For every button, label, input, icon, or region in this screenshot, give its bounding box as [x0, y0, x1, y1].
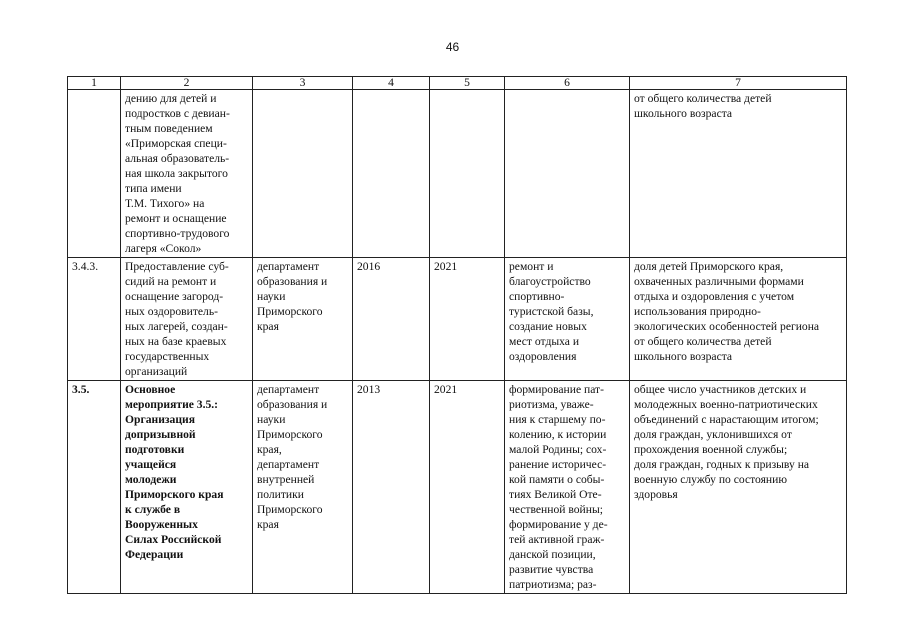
cell-text: 2021 — [434, 383, 458, 396]
cell-text-line: ремонт и — [509, 260, 554, 273]
table-cell-col-6 — [505, 258, 630, 381]
cell-text-line: тей активной граж- — [509, 533, 605, 546]
cell-text-line: Организация — [125, 413, 195, 426]
cell-text-line: школьного возраста — [634, 350, 733, 363]
cell-text-line: использования природно- — [634, 305, 761, 318]
cell-text-line: учащейся — [125, 458, 177, 471]
cell-text-line: Т.М. Тихого» на — [125, 197, 205, 210]
cell-text-line: Предоставление суб- — [125, 260, 229, 273]
cell-text: 2016 — [357, 260, 381, 273]
cell-text-line: внутренней — [257, 473, 315, 486]
cell-text-line: формирование пат- — [509, 383, 604, 396]
cell-text-line: Основное — [125, 383, 176, 396]
cell-text-line: типа имени — [125, 182, 182, 195]
cell-text-line: Приморского — [257, 428, 323, 441]
cell-text-line: государственных — [125, 350, 210, 363]
cell-text-line: Силах Российской — [125, 533, 222, 546]
cell-text-line: патриотизма; раз- — [509, 578, 597, 591]
cell-text-line: края, — [257, 443, 282, 456]
cell-text-line: создание новых — [509, 320, 587, 333]
table-cell-col-3 — [253, 381, 353, 594]
table-cell-col-4 — [353, 258, 430, 381]
table-cell-col-6 — [505, 90, 630, 258]
cell-text-line: колению, к истории — [509, 428, 607, 441]
cell-text-line: военную службу по состоянию — [634, 473, 787, 486]
cell-text-line: Федерации — [125, 548, 184, 561]
table-row — [68, 381, 847, 594]
cell-text-line: малой Родины; сох- — [509, 443, 607, 456]
cell-text-line: экологических особенностей региона — [634, 320, 820, 333]
cell-text: 3.5. — [72, 383, 90, 396]
cell-text-line: науки — [257, 413, 286, 426]
cell-text-line: кой памяти о собы- — [509, 473, 605, 486]
cell-text-line: от общего количества детей — [634, 335, 772, 348]
cell-text-line: объединений с нарастающим итогом; — [634, 413, 819, 426]
cell-text: 3.4.3. — [72, 260, 99, 273]
cell-text-line: ных на базе краевых — [125, 335, 227, 348]
cell-text-line: образования и — [257, 398, 328, 411]
cell-text-line: тным поведением — [125, 122, 213, 135]
table-cell-col-2 — [121, 258, 253, 381]
header-cell: 1 — [68, 77, 121, 90]
table-cell-col-3 — [253, 258, 353, 381]
cell-text-line: тиях Великой Оте- — [509, 488, 602, 501]
cell-text-line: от общего количества детей — [634, 92, 772, 105]
cell-text-line: к службе в — [125, 503, 181, 516]
cell-text-line: науки — [257, 290, 286, 303]
table-row — [68, 90, 847, 258]
table-cell-col-7 — [630, 258, 847, 381]
table-cell-col-7 — [630, 381, 847, 594]
cell-text-line: данской позиции, — [509, 548, 596, 561]
cell-text-line: доля граждан, годных к призыву на — [634, 458, 810, 471]
cell-text-line: края — [257, 320, 279, 333]
cell-text-line: оснащение загород- — [125, 290, 224, 303]
cell-text-line: ремонт и оснащение — [125, 212, 227, 225]
table-cell-col-4 — [353, 381, 430, 594]
cell-text-line: оздоровления — [509, 350, 577, 363]
cell-text-line: прохождения военной службы; — [634, 443, 788, 456]
cell-text-line: «Приморская специ- — [125, 137, 227, 150]
cell-text-line: ния к старшему по- — [509, 413, 606, 426]
cell-text-line: развитие чувства — [509, 563, 594, 576]
cell-text-line: мероприятие 3.5.: — [125, 398, 219, 411]
cell-text-line: доля детей Приморского края, — [634, 260, 784, 273]
cell-text-line: политики — [257, 488, 304, 501]
cell-text-line: риотизма, уваже- — [509, 398, 594, 411]
cell-text-line: молодежных военно-патриотических — [634, 398, 818, 411]
cell-text-line: лагеря «Сокол» — [125, 242, 202, 255]
cell-text-line: отдыха и оздоровления с учетом — [634, 290, 795, 303]
header-cell: 3 — [253, 77, 353, 90]
cell-text-line: охваченных различными формами — [634, 275, 804, 288]
cell-text-line: образования и — [257, 275, 328, 288]
cell-text-line: благоустройство — [509, 275, 591, 288]
cell-text-line: Приморского — [257, 305, 323, 318]
cell-text-line: мест отдыха и — [509, 335, 580, 348]
cell-text-line: школьного возраста — [634, 107, 733, 120]
cell-text-line: департамент — [257, 458, 320, 471]
header-cell: 7 — [630, 77, 847, 90]
cell-text-line: спортивно- — [509, 290, 565, 303]
cell-text-line: сидий на ремонт и — [125, 275, 217, 288]
cell-text-line: общее число участников детских и — [634, 383, 807, 396]
header-cell: 2 — [121, 77, 253, 90]
program-table — [67, 76, 847, 594]
cell-text-line: ных оздоровитель- — [125, 305, 218, 318]
table-cell-col-7 — [630, 90, 847, 258]
cell-text-line: департамент — [257, 260, 320, 273]
header-cell: 4 — [353, 77, 430, 90]
cell-text-line: ная школа закрытого — [125, 167, 228, 180]
cell-text-line: спортивно-трудового — [125, 227, 230, 240]
page-number: 46 — [445, 40, 460, 54]
cell-text-line: подростков с девиан- — [125, 107, 230, 120]
cell-text-line: Вооруженных — [125, 518, 198, 531]
cell-text-line: дению для детей и — [125, 92, 217, 105]
cell-text-line: молодежи — [125, 473, 177, 486]
cell-text-line: подготовки — [125, 443, 185, 456]
cell-text-line: края — [257, 518, 279, 531]
cell-text-line: департамент — [257, 383, 320, 396]
header-row — [68, 77, 847, 90]
cell-text-line: ных лагерей, создан- — [125, 320, 228, 333]
cell-text-line: организаций — [125, 365, 188, 378]
cell-text-line: здоровья — [634, 488, 678, 501]
table-cell-col-3 — [253, 90, 353, 258]
table-cell-col-1 — [68, 381, 121, 594]
table-row — [68, 258, 847, 381]
table-cell-col-2 — [121, 90, 253, 258]
table-cell-col-4 — [353, 90, 430, 258]
table-cell-col-5 — [430, 258, 505, 381]
cell-text-line: Приморского края — [125, 488, 224, 501]
table-cell-col-2 — [121, 381, 253, 594]
table-cell-col-5 — [430, 90, 505, 258]
cell-text-line: ранение историчес- — [509, 458, 607, 471]
cell-text: 2013 — [357, 383, 381, 396]
table-cell-col-6 — [505, 381, 630, 594]
table-cell-col-1 — [68, 90, 121, 258]
table-cell-col-1 — [68, 258, 121, 381]
cell-text-line: альная образователь- — [125, 152, 230, 165]
cell-text-line: доля граждан, уклонившихся от — [634, 428, 792, 441]
cell-text-line: Приморского — [257, 503, 323, 516]
table-cell-col-5 — [430, 381, 505, 594]
header-cell: 6 — [505, 77, 630, 90]
cell-text-line: чественной войны; — [509, 503, 603, 516]
cell-text-line: туристской базы, — [509, 305, 594, 318]
cell-text-line: формирование у де- — [509, 518, 608, 531]
header-cell: 5 — [430, 77, 505, 90]
cell-text-line: допризывной — [125, 428, 196, 441]
cell-text: 2021 — [434, 260, 458, 273]
